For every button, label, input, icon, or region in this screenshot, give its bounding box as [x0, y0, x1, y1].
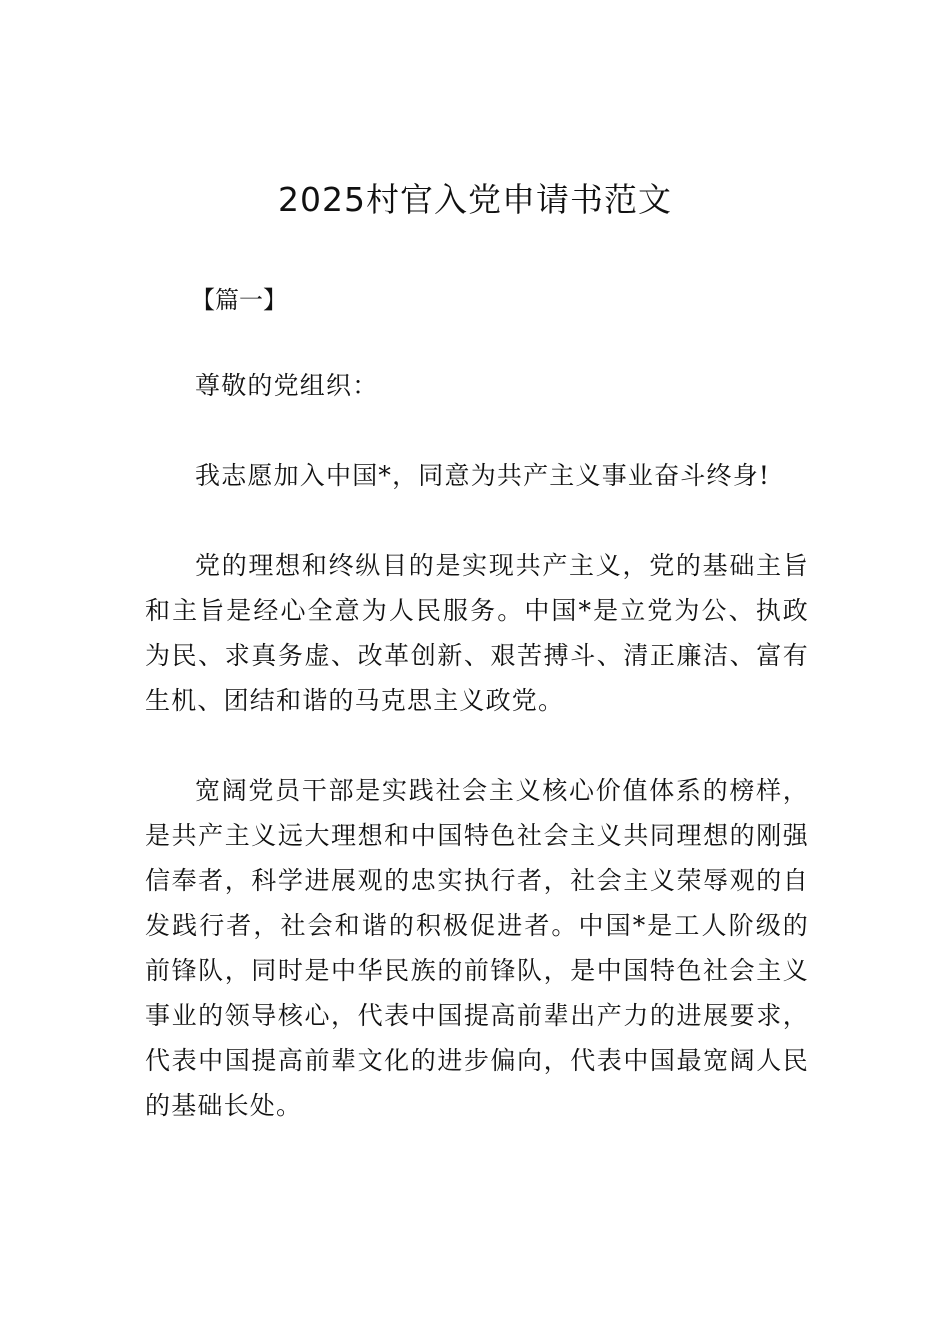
section-label: 【篇一】: [191, 286, 287, 314]
paragraph-1: 我志愿加入中国*，同意为共产主义事业奋斗终身!: [195, 461, 771, 490]
paragraph-3: 宽阔党员干部是实践社会主义核心价值体系的榜样，是共产主义远大理想和中国特色社会主义共同理想的刚强信奉者，科学进展观的忠实执行者，社会主义荣辱观的自发践行者，社会和谐的积极促进者。中国*是工人阶级的前锋队，同时是中华民族的前锋队，是中国特色社会主义事业的领导核心，代表中国提高前辈出产力的进展要求，代表中国提高前辈文化的进步偏向，代表中国最宽阔人民的基础长处。: [145, 776, 809, 1120]
document-body: [145, 282, 809, 1128]
greeting: 尊敬的党组织：: [195, 371, 379, 400]
paragraph-2: 党的理想和终纵目的是实现共产主义，党的基础主旨和主旨是经心全意为人民服务。中国*是立党为公、执政为民、求真务虚、改革创新、艰苦搏斗、清正廉洁、富有生机、团结和谐的马克思主义政党。: [145, 551, 809, 715]
document-title: 2025村官入党申请书范文: [278, 180, 672, 219]
